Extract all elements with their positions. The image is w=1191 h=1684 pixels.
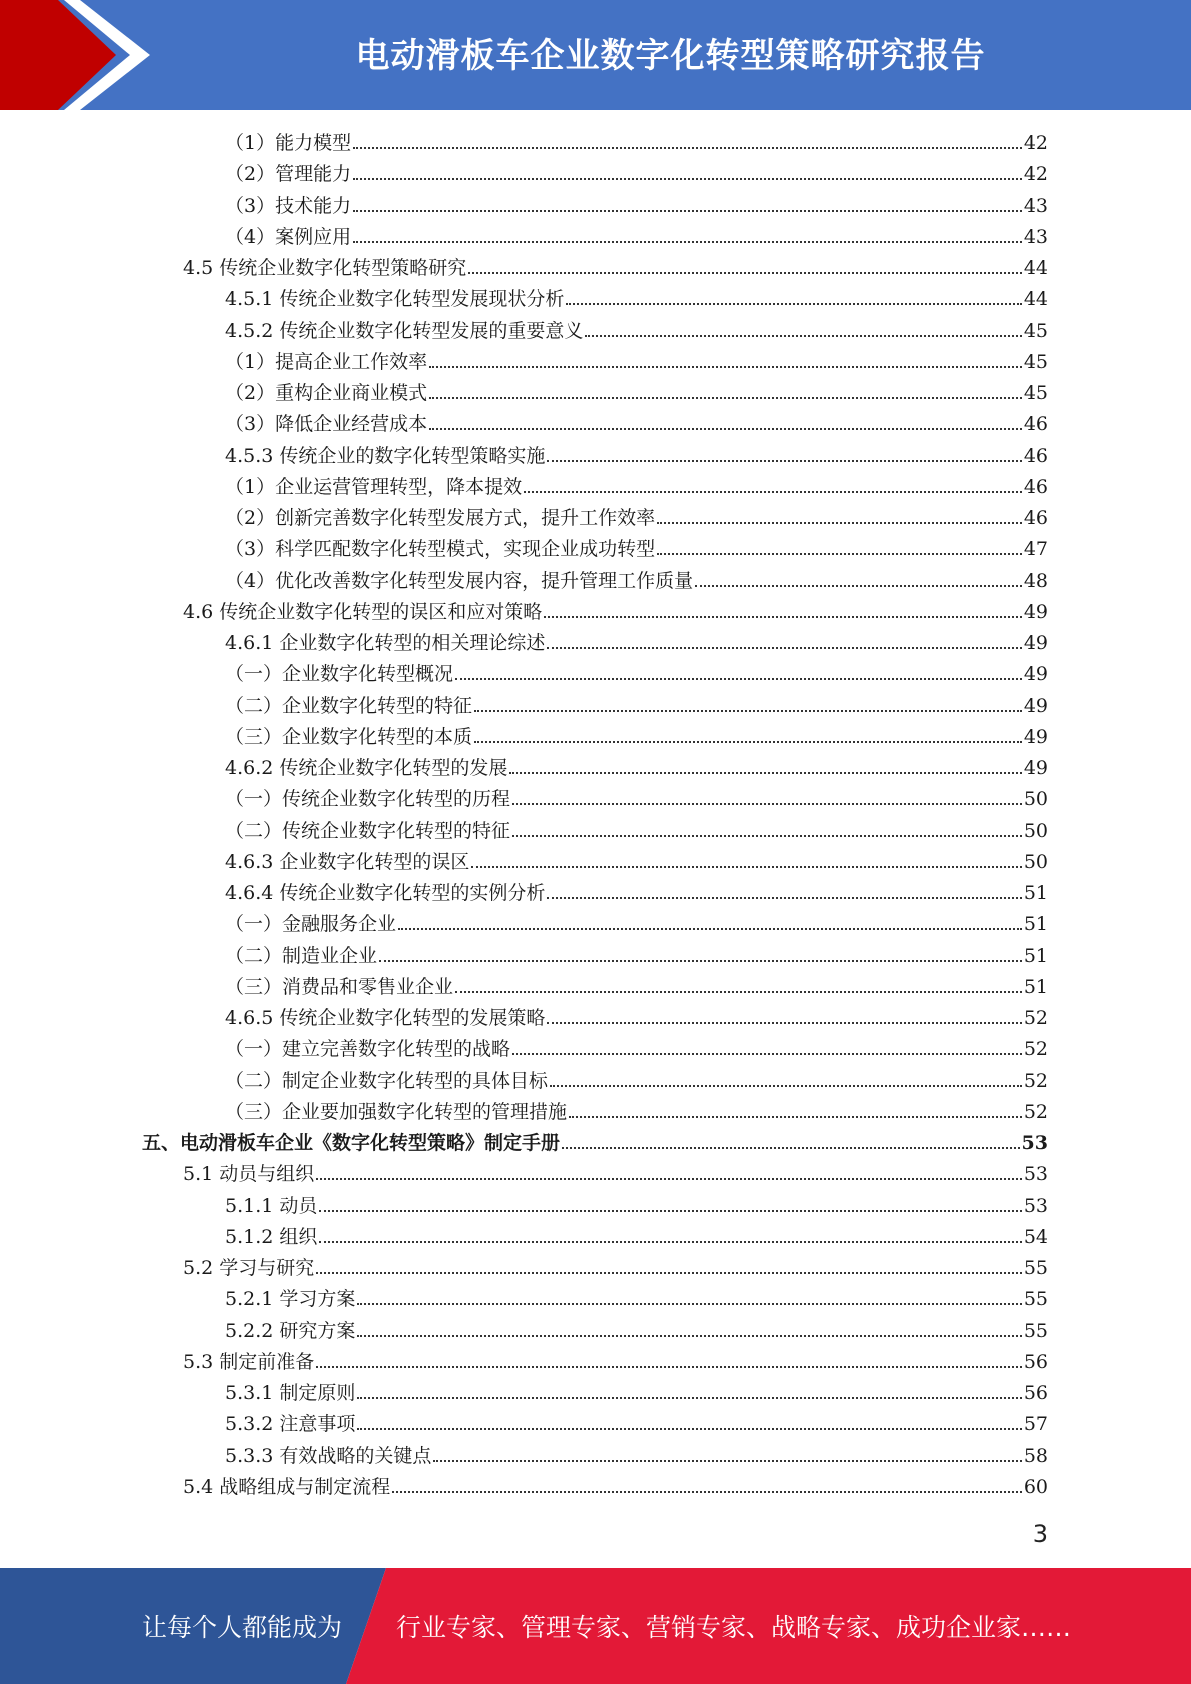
toc-entry[interactable] (225, 1316, 1048, 1347)
toc-entry-label: （3）科学匹配数字化转型模式，实现企业成功转型 (225, 538, 656, 561)
toc-entry-label: 4.6.3 企业数字化转型的误区 (225, 850, 470, 873)
toc-entry-page: 55 (1023, 1257, 1048, 1279)
page-number: 3 (1032, 1520, 1048, 1548)
toc-entry[interactable] (225, 347, 1048, 378)
toc-entry[interactable] (225, 1378, 1048, 1409)
toc-entry-label: 5.2 学习与研究 (183, 1257, 315, 1279)
toc-entry-label: （三）消费品和零售业企业 (225, 975, 454, 998)
toc-entry-page: 60 (1023, 1475, 1048, 1498)
toc-entry-page: 49 (1023, 757, 1048, 779)
toc-entry-label: （二）传统企业数字化转型的特征 (225, 819, 511, 842)
toc-leader-dots (392, 1473, 1022, 1493)
toc-entry[interactable] (225, 909, 1048, 940)
toc-entry-label: （1）提高企业工作效率 (225, 350, 428, 373)
toc-entry-page: 49 (1023, 694, 1048, 717)
toc-entry[interactable] (225, 1222, 1048, 1253)
toc-entry-page: 50 (1023, 819, 1048, 842)
toc-entry[interactable] (225, 816, 1048, 847)
toc-entry-page: 50 (1023, 788, 1048, 811)
toc-entry[interactable] (183, 253, 1048, 284)
toc-entry-label: （二）制定企业数字化转型的具体目标 (225, 1069, 549, 1092)
toc-leader-dots (433, 1442, 1021, 1462)
toc-leader-dots (474, 692, 1022, 712)
toc-leader-dots (429, 348, 1022, 368)
toc-entry-page: 54 (1023, 1225, 1048, 1248)
toc-leader-dots (398, 910, 1022, 930)
toc-entry-label: （二）企业数字化转型的特征 (225, 694, 473, 717)
toc-entry[interactable] (225, 847, 1048, 878)
toc-entry-page: 53 (1023, 1163, 1048, 1186)
toc-entry-label: （1）企业运营管理转型，降本提效 (225, 475, 523, 498)
toc-leader-dots (471, 848, 1021, 868)
toc-entry-page: 45 (1023, 319, 1048, 342)
toc-entry[interactable] (225, 566, 1048, 597)
toc-entry[interactable] (225, 191, 1048, 222)
toc-entry[interactable] (225, 316, 1048, 347)
toc-entry-label: 5.1.2 组织 (225, 1225, 318, 1248)
toc-leader-dots (353, 192, 1022, 212)
toc-entry-label: （一）建立完善数字化转型的战略 (225, 1038, 511, 1061)
toc-entry-page: 46 (1023, 444, 1048, 467)
toc-leader-dots (585, 317, 1021, 337)
toc-entry-page: 42 (1023, 163, 1048, 186)
toc-entry-page: 52 (1023, 1069, 1048, 1092)
toc-leader-dots (569, 1098, 1022, 1118)
toc-leader-dots (550, 1067, 1022, 1087)
toc-entry[interactable] (225, 1284, 1048, 1315)
toc-entry-page: 58 (1023, 1444, 1048, 1467)
toc-leader-dots (429, 379, 1022, 399)
toc-leader-dots (316, 1160, 1022, 1180)
toc-entry[interactable] (225, 159, 1048, 190)
toc-leader-dots (316, 1348, 1022, 1368)
toc-entry-page: 43 (1023, 194, 1048, 217)
toc-entry-label: （3）降低企业经营成本 (225, 413, 428, 436)
toc-entry-page: 52 (1023, 1038, 1048, 1061)
toc-leader-dots (357, 1410, 1021, 1430)
toc-leader-dots (429, 410, 1022, 430)
toc-entry-label: 5.2.1 学习方案 (225, 1288, 356, 1311)
toc-entry[interactable] (183, 597, 1048, 628)
toc-leader-dots (357, 1317, 1021, 1337)
toc-entry-label: 4.5 传统企业数字化转型策略研究 (183, 257, 467, 279)
toc-entry-page: 49 (1023, 725, 1048, 748)
toc-entry-page: 52 (1023, 1007, 1048, 1029)
toc-leader-dots (455, 660, 1022, 680)
toc-entry[interactable] (225, 1034, 1048, 1065)
toc-entry-label: （二）制造业企业 (225, 944, 378, 967)
toc-leader-dots (657, 535, 1022, 555)
toc-entry-label: 5.1 动员与组织 (183, 1163, 315, 1186)
toc-entry-page: 53 (1021, 1132, 1048, 1154)
toc-entry-page: 44 (1023, 288, 1048, 311)
toc-entry-page: 46 (1023, 475, 1048, 498)
toc-entry-label: 5.3.1 制定原则 (225, 1382, 356, 1404)
toc-leader-dots (357, 1285, 1021, 1305)
toc-entry[interactable] (225, 503, 1048, 534)
toc-entry-label: 5.3.2 注意事项 (225, 1413, 356, 1436)
toc-entry[interactable] (225, 784, 1048, 815)
footer-slogan-right: 行业专家、管理专家、营销专家、战略专家、成功企业家…… (396, 1613, 1072, 1642)
toc-entry-page: 44 (1023, 257, 1048, 279)
toc-entry-page: 51 (1023, 913, 1048, 936)
toc-entry[interactable] (183, 1347, 1048, 1378)
toc-entry[interactable] (225, 128, 1048, 159)
header-title: 电动滑板车企业数字化转型策略研究报告 (355, 36, 986, 76)
toc-entry-page: 49 (1023, 663, 1048, 686)
toc-entry-page: 43 (1023, 225, 1048, 248)
page-header (0, 0, 1191, 110)
toc-entry[interactable] (225, 284, 1048, 315)
toc-entry-label: 5.3.3 有效战略的关键点 (225, 1444, 432, 1467)
toc-entry[interactable] (225, 1066, 1048, 1097)
toc-entry-page: 45 (1023, 382, 1048, 404)
toc-leader-dots (695, 567, 1022, 587)
toc-entry[interactable] (183, 1472, 1048, 1503)
toc-entry[interactable] (225, 534, 1048, 565)
toc-leader-dots (353, 223, 1022, 243)
toc-entry-label: （1）能力模型 (225, 132, 352, 154)
toc-entry-label: （3）技术能力 (225, 194, 352, 217)
toc-leader-dots (353, 129, 1022, 149)
toc-entry-page: 49 (1023, 632, 1048, 654)
toc-entry-label: 4.6.1 企业数字化转型的相关理论综述 (225, 632, 546, 654)
toc-leader-dots (468, 254, 1022, 274)
toc-entry-label: （4）案例应用 (225, 225, 352, 248)
toc-entry-page: 53 (1023, 1194, 1048, 1217)
toc-entry[interactable] (225, 409, 1048, 440)
toc-entry-page: 51 (1023, 944, 1048, 967)
toc-entry-label: 5.2.2 研究方案 (225, 1319, 356, 1342)
toc-entry-label: 4.5.1 传统企业数字化转型发展现状分析 (225, 288, 565, 311)
toc-entry-label: （一）企业数字化转型概况 (225, 663, 454, 686)
toc-leader-dots (547, 879, 1021, 899)
footer-slogan-left: 让每个人都能成为 (142, 1613, 343, 1642)
toc-entry[interactable] (225, 222, 1048, 253)
toc-leader-dots (319, 1192, 1021, 1212)
toc-entry[interactable] (225, 659, 1048, 690)
toc-entry[interactable] (183, 1159, 1048, 1190)
toc-leader-dots (357, 1379, 1021, 1399)
toc-leader-dots (657, 504, 1022, 524)
toc-leader-dots (474, 723, 1022, 743)
toc-entry-page: 57 (1023, 1413, 1048, 1436)
toc-entry-page: 46 (1023, 413, 1048, 436)
toc-leader-dots (524, 473, 1022, 493)
toc-entry-page: 52 (1023, 1100, 1048, 1123)
toc-entry-label: 4.6.2 传统企业数字化转型的发展 (225, 757, 508, 779)
toc-entry[interactable] (183, 1253, 1048, 1284)
toc-entry-page: 48 (1023, 569, 1048, 592)
toc-leader-dots (562, 1129, 1020, 1149)
toc-leader-dots (547, 629, 1021, 649)
toc-leader-dots (512, 1035, 1022, 1055)
toc-entry-label: 4.5.2 传统企业数字化转型发展的重要意义 (225, 319, 584, 342)
toc-entry[interactable] (225, 1191, 1048, 1222)
toc-entry-label: （一）金融服务企业 (225, 913, 397, 936)
toc-entry-page: 56 (1023, 1382, 1048, 1404)
toc-entry[interactable] (225, 753, 1048, 784)
toc-entry-label: 4.6.4 传统企业数字化转型的实例分析 (225, 882, 546, 904)
toc-leader-dots (379, 942, 1022, 962)
toc-entry-page: 46 (1023, 507, 1048, 529)
toc-entry-page: 51 (1023, 882, 1048, 904)
toc-entry-label: 5.3 制定前准备 (183, 1350, 315, 1373)
toc-entry-page: 45 (1023, 350, 1048, 373)
toc-entry-page: 47 (1023, 538, 1048, 561)
toc-entry-page: 50 (1023, 850, 1048, 873)
toc-leader-dots (509, 754, 1021, 774)
toc-entry-label: 4.6.5 传统企业数字化转型的发展策略 (225, 1007, 546, 1029)
toc-entry-label: （一）传统企业数字化转型的历程 (225, 788, 511, 811)
toc-entry-page: 55 (1023, 1288, 1048, 1311)
toc-entry-label: （4）优化改善数字化转型发展内容，提升管理工作质量 (225, 569, 694, 592)
toc-leader-dots (455, 973, 1022, 993)
toc-entry[interactable] (225, 1409, 1048, 1440)
toc-entry-page: 51 (1023, 975, 1048, 998)
toc-leader-dots (547, 1004, 1021, 1024)
toc-leader-dots (353, 160, 1022, 180)
toc-entry-page: 42 (1023, 132, 1048, 154)
toc-entry-label: 五、电动滑板车企业《数字化转型策略》制定手册 (142, 1132, 561, 1154)
toc-entry[interactable] (225, 1097, 1048, 1128)
toc-entry-page: 55 (1023, 1319, 1048, 1342)
toc-leader-dots (547, 442, 1021, 462)
toc-entry[interactable] (225, 941, 1048, 972)
toc-entry[interactable] (225, 1003, 1048, 1034)
toc-entry[interactable] (225, 378, 1048, 409)
toc-entry-label: （三）企业要加强数字化转型的管理措施 (225, 1100, 568, 1123)
toc-entry[interactable] (225, 972, 1048, 1003)
toc-entry-label: 5.1.1 动员 (225, 1194, 318, 1217)
toc-entry-page: 56 (1023, 1350, 1048, 1373)
page-footer (0, 1568, 1191, 1684)
toc-entry[interactable] (225, 722, 1048, 753)
toc-entry-label: 5.4 战略组成与制定流程 (183, 1475, 391, 1498)
toc-entry[interactable] (225, 691, 1048, 722)
toc-entry-label: （2）重构企业商业模式 (225, 382, 428, 404)
toc-entry-label: （三）企业数字化转型的本质 (225, 725, 473, 748)
toc-leader-dots (512, 817, 1022, 837)
toc-entry[interactable] (225, 472, 1048, 503)
toc-entry-label: 4.6 传统企业数字化转型的误区和应对策略 (183, 600, 543, 623)
toc-leader-dots (319, 1223, 1021, 1243)
toc-entry[interactable] (225, 1441, 1048, 1472)
toc-leader-dots (544, 598, 1022, 618)
toc-entry[interactable] (225, 628, 1048, 659)
toc-leader-dots (316, 1254, 1022, 1274)
toc-entry-label: （2）管理能力 (225, 163, 352, 186)
toc-leader-dots (566, 285, 1021, 305)
toc-leader-dots (512, 785, 1022, 805)
toc-entry-label: 4.5.3 传统企业的数字化转型策略实施 (225, 444, 546, 467)
toc-entry[interactable] (225, 878, 1048, 909)
toc-entry-page: 49 (1023, 600, 1048, 623)
toc-entry[interactable] (225, 441, 1048, 472)
toc-entry[interactable] (142, 1128, 1048, 1159)
toc-entry-label: （2）创新完善数字化转型发展方式，提升工作效率 (225, 507, 656, 529)
